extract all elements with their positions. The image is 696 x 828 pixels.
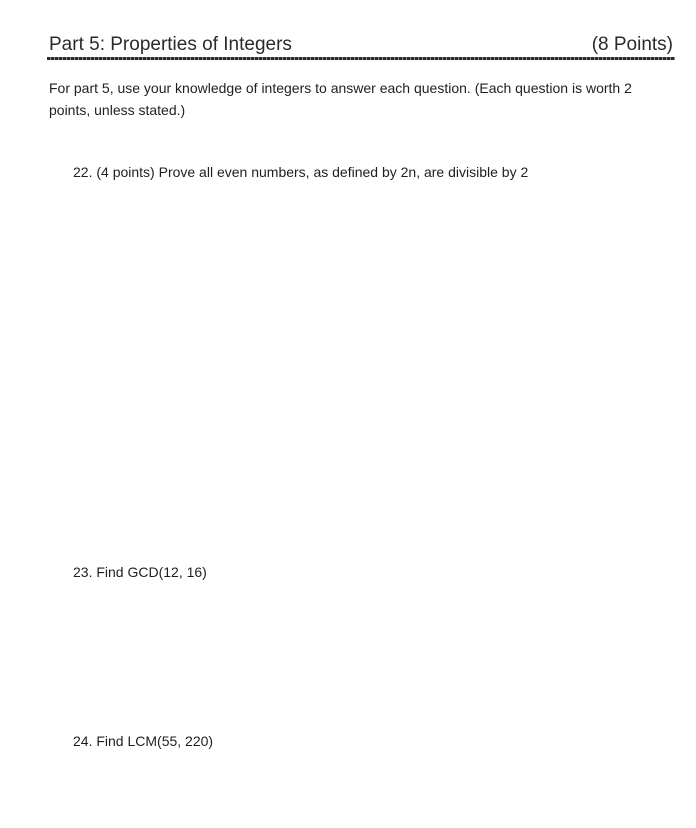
section-header: [49, 28, 673, 56]
question-23: 23. Find GCD(12, 16): [73, 564, 207, 580]
question-24: 24. Find LCM(55, 220): [73, 733, 214, 749]
instructions-paragraph: For part 5, use your knowledge of integers to answer each question. (Each question is worth 2 points, unless stated.): [49, 80, 632, 118]
header-divider: [47, 57, 675, 60]
section-points: (8 Points): [591, 34, 673, 55]
question-22: 22. (4 points) Prove all even numbers, as defined by 2n, are divisible by 2: [73, 164, 529, 180]
section-title: Part 5: Properties of Integers: [49, 34, 292, 55]
